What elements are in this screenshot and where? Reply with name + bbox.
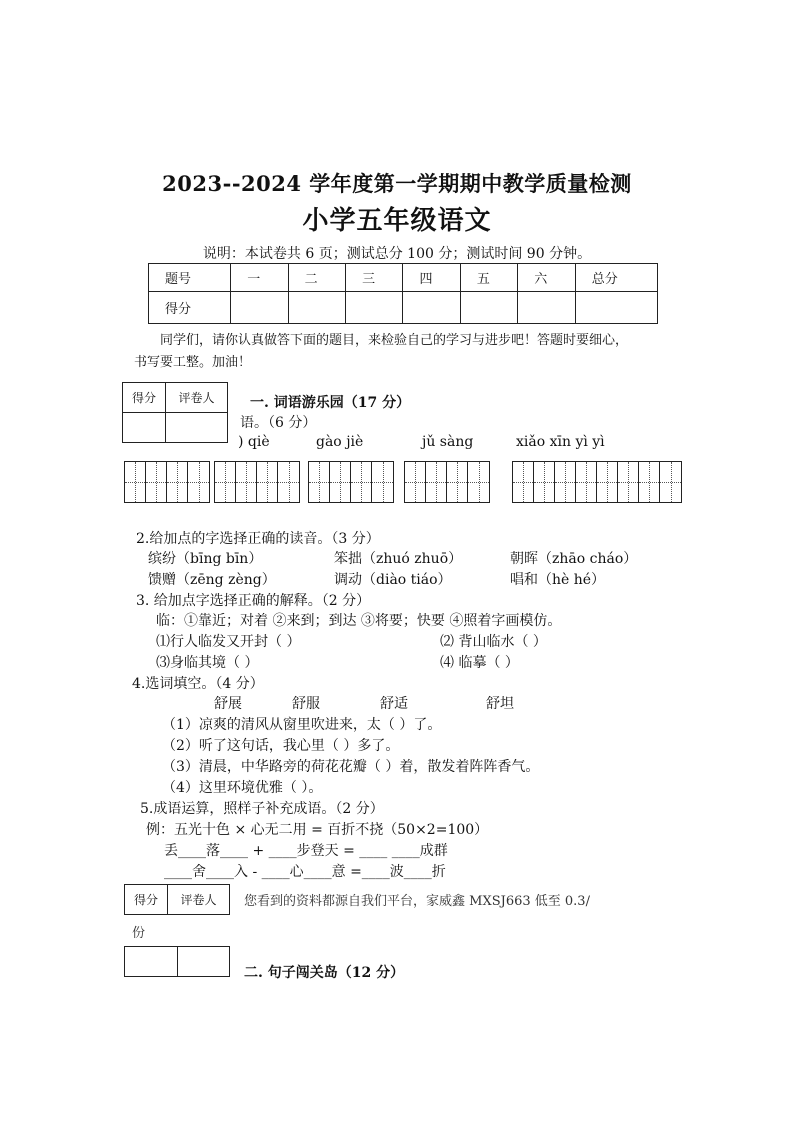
q5-line-1: 丢____落____ + ____步登天 = ____ ____成群 [164, 843, 448, 859]
q2-item: 朝晖（zhāo cháo） [510, 551, 638, 567]
q3-item-c: ⑶身临其境（ ） [156, 655, 259, 671]
q4-word: 舒适 [380, 696, 408, 712]
score-table-header: 题号 [149, 264, 231, 292]
q2-item: 缤纷（bīng bīn） [148, 551, 263, 567]
section-1-title: 一. 词语游乐园（17 分） [250, 395, 411, 411]
score-cell[interactable] [231, 292, 288, 324]
q2-item: 唱和（hè hé） [510, 572, 606, 588]
q4-item: （1）凉爽的清风从窗里吹进来，太（ ）了。 [162, 717, 442, 733]
intro-line-2: 书写要工整。加油！ [134, 355, 252, 370]
score-table-header: 总分 [575, 264, 657, 292]
pinyin-3: jǔ sàng [422, 434, 474, 450]
score-table-header: 五 [460, 264, 517, 292]
score-cell[interactable] [403, 292, 460, 324]
writing-grid-5[interactable] [512, 461, 682, 503]
q2-item: 调动（diào tiáo） [334, 572, 452, 588]
intro-line-1: 同学们，请你认真做答下面的题目，来检验自己的学习与进步吧！答题时要细心， [160, 333, 629, 348]
q3-item-a: ⑴行人临发又开封（ ） [156, 634, 301, 650]
score-cell[interactable] [575, 292, 657, 324]
pinyin-1: ) qiè [238, 434, 270, 450]
q3-options: 临：①靠近；对着 ②来到；到达 ③将要；快要 ④照着字画模仿。 [156, 613, 562, 629]
question-2-title: 2.给加点的字选择正确的读音。（3 分） [136, 531, 380, 547]
grader-score-cell[interactable] [125, 947, 178, 977]
q2-item: 馈赠（zēng zèng） [148, 572, 276, 588]
grader-box-1 [122, 382, 228, 443]
q4-item: （2）听了这句话，我心里（ ）多了。 [162, 738, 400, 754]
writing-grid-3[interactable] [308, 461, 394, 503]
grader-name-cell[interactable] [165, 413, 227, 443]
grader-name-cell[interactable] [177, 947, 230, 977]
q2-item: 笨拙（zhuó zhuō） [334, 551, 463, 567]
q5-line-2: ____舍____入 - ____心____意 =____波____折 [164, 864, 446, 880]
q4-item: （3）清晨，中华路旁的荷花花瓣（ ）着，散发着阵阵香气。 [162, 759, 540, 775]
grader-name-label: 评卷人 [165, 383, 227, 413]
ad-line-2: 份 [132, 926, 146, 941]
score-row-label: 得分 [149, 292, 231, 324]
q4-word: 舒服 [292, 696, 320, 712]
exam-title: 2023--2024 学年度第一学期期中教学质量检测 [162, 171, 632, 196]
writing-grid-2[interactable] [214, 461, 300, 503]
score-table [148, 263, 658, 324]
grader-box-2-cells [124, 946, 230, 977]
grader-score-label: 得分 [123, 383, 166, 413]
q3-item-b: ⑵ 背山临水（ ） [440, 634, 547, 650]
writing-grid-4[interactable] [404, 461, 490, 503]
question-4-title: 4.选词填空。（4 分） [132, 676, 264, 692]
writing-grid-1[interactable] [124, 461, 210, 503]
ad-line-1: 您看到的资料都源自我们平台，家威鑫 MXSJ663 低至 0.3/ [244, 894, 590, 909]
exam-subtitle: 小学五年级语文 [302, 206, 492, 236]
grader-score-label: 得分 [125, 885, 168, 915]
score-table-header: 三 [346, 264, 403, 292]
grader-box-2 [124, 884, 230, 915]
q4-item: （4）这里环境优雅（ ）。 [162, 780, 323, 796]
q4-word: 舒展 [214, 696, 242, 712]
score-cell[interactable] [460, 292, 517, 324]
question-3-title: 3. 给加点字选择正确的解释。（2 分） [136, 593, 371, 609]
score-cell[interactable] [346, 292, 403, 324]
grader-score-cell[interactable] [123, 413, 166, 443]
score-table-header: 四 [403, 264, 460, 292]
q3-item-d: ⑷ 临摹（ ） [440, 655, 519, 671]
exam-note: 说明：本试卷共 6 页；测试总分 100 分；测试时间 90 分钟。 [202, 246, 592, 262]
question-5-title: 5.成语运算，照样子补充成语。（2 分） [140, 801, 384, 817]
score-table-header: 六 [518, 264, 575, 292]
section-2-title: 二. 句子闯关岛（12 分） [244, 965, 405, 981]
q5-example: 例：五光十色 × 心无二用 = 百折不挠（50×2=100） [146, 822, 489, 838]
score-cell[interactable] [518, 292, 575, 324]
question-1-partial: 语。（6 分） [240, 415, 317, 431]
q4-word: 舒坦 [486, 696, 514, 712]
pinyin-2: gào jiè [316, 434, 364, 450]
score-table-header: 二 [288, 264, 345, 292]
score-cell[interactable] [288, 292, 345, 324]
grader-name-label: 评卷人 [167, 885, 229, 915]
score-table-header: 一 [231, 264, 288, 292]
pinyin-4: xiǎo xīn yì yì [516, 434, 605, 450]
